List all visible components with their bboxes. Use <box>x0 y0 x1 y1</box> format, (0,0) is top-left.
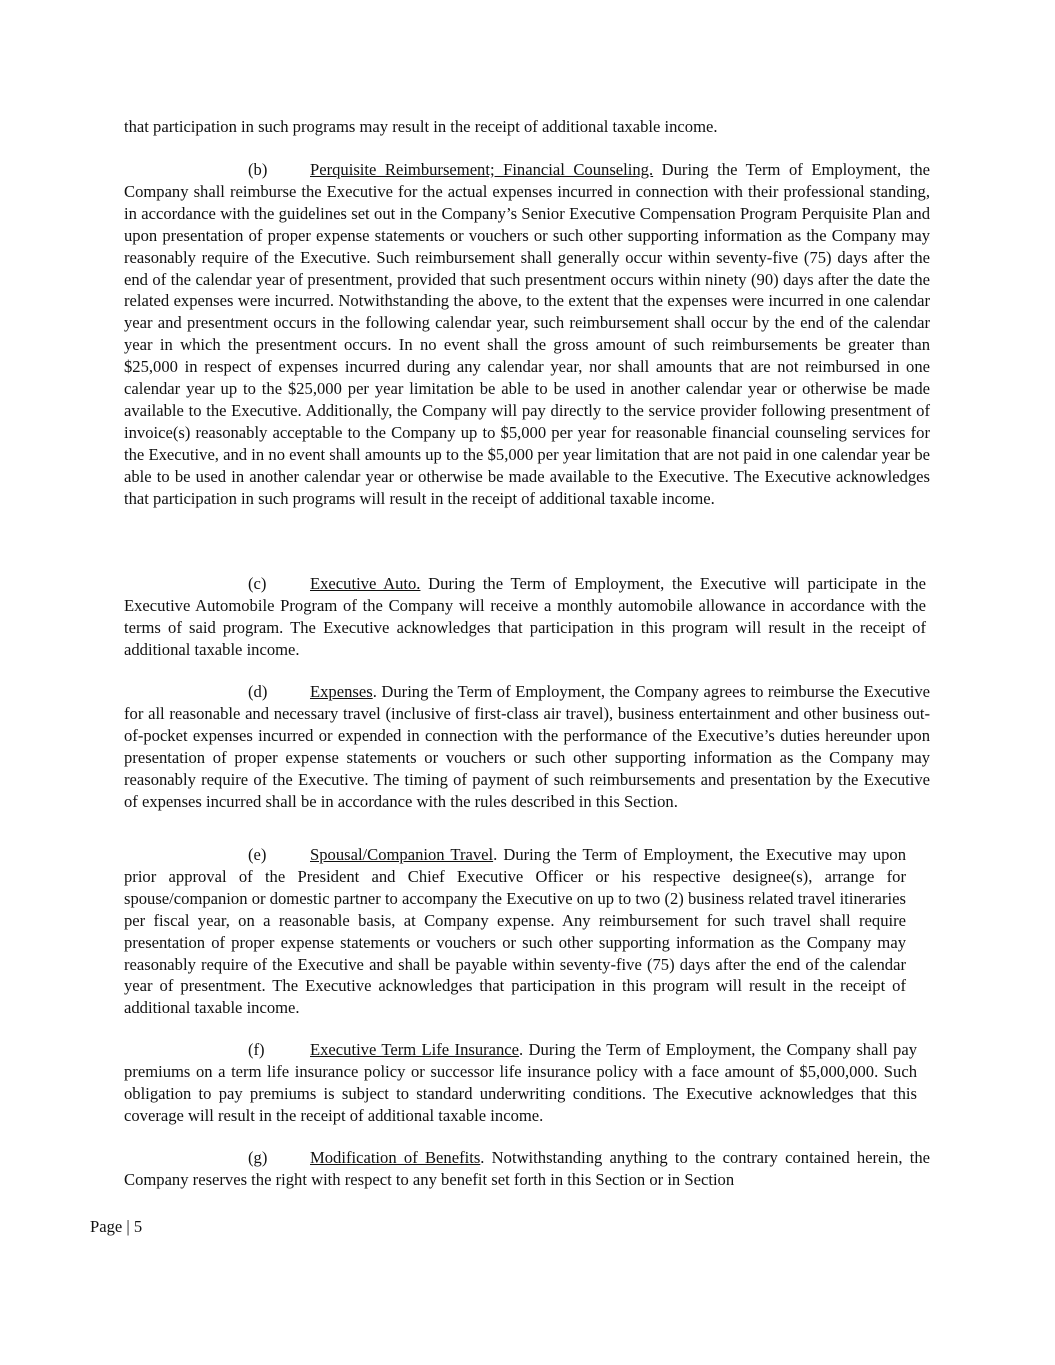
paragraph-d-number: (d) <box>248 682 268 701</box>
paragraph-g <box>124 1147 930 1191</box>
paragraph-g-heading: Modification of Benefits <box>310 1148 481 1167</box>
paragraph-d <box>124 681 930 812</box>
paragraph-d-body: . During the Term of Employment, the Company agrees to reimburse the Executive for all reasonable and necessary travel (inclusive of first-class air travel), business entertainment and other business out-of-pocket expenses incurred or expended in connection with the performance of the Executive’s duties hereunder upon presentation of proper expense statements or vouchers or such other supporting information as the Company may reasonably require of the Executive. The timing of payment of such reimbursements and presentation by the Executive of expenses incurred shall be in accordance with the rules described in this Section. <box>124 682 930 811</box>
paragraph-b-body: During the Term of Employment, the Company shall reimburse the Executive for the actual expenses incurred in connection with their professional standing, in accordance with the guidelines set out in the Company’s Senior Executive Compensation Program Perquisite Plan and upon presentation of proper expense statements or vouchers or such other supporting information as the Company may reasonably require of the Executive. Such reimbursement shall generally occur within seventy-five (75) days after the end of the calendar year of presentment, provided that such presentment occurs within ninety (90) days after the date the related expenses were incurred. Notwithstanding the above, to the extent that the expenses were incurred in one calendar year and presentment occurs in the following calendar year, such reimbursement shall occur by the end of the calendar year in which the presentment occurs. In no event shall the gross amount of such reimbursements be greater than $25,000 in respect of expenses incurred during any calendar year, nor shall amounts that are not reimbursed in one calendar year up to the $25,000 per year limitation be able to be used in another calendar year or otherwise be made available to the Executive. Additionally, the Company will pay directly to the service provider following presentment of invoice(s) reasonably acceptable to the Company up to $5,000 per year for reasonable financial counseling services for the Executive, and in no event shall amounts up to the $5,000 per year limitation that are not paid in one calendar year be able to be used in another calendar year or otherwise be made available to the Executive. The Executive acknowledges that participation in such programs will result in the receipt of additional taxable income. <box>124 160 930 508</box>
lead-line: that participation in such programs may result in the receipt of additional taxable income. <box>124 117 718 136</box>
paragraph-c <box>124 573 926 661</box>
paragraph-f-heading: Executive Term Life Insurance <box>310 1040 520 1059</box>
paragraph-e <box>124 844 906 1019</box>
paragraph-e-heading: Spousal/Companion Travel <box>310 845 494 864</box>
paragraph-e-body: . During the Term of Employment, the Executive may upon prior approval of the President and Chief Executive Officer or his respective designee(s), arrange for spouse/companion or domestic partner to accompany the Executive on up to two (2) business related travel itineraries per fiscal year, on a reasonable basis, at Company expense. Any reimbursement for such travel shall require presentation of proper expense statements or vouchers or such other supporting information as the Company may reasonably require of the Executive and shall be payable within seventy-five (75) days after the end of the calendar year of presentment. The Executive acknowledges that participation in this program will result in the receipt of additional taxable income. <box>124 845 906 1018</box>
paragraph-d-heading: Expenses <box>310 682 373 701</box>
paragraph-f-number: (f) <box>248 1040 265 1059</box>
paragraph-g-body: . Notwithstanding anything to the contrary contained herein, the Company reserves the right with respect to any benefit set forth in this Section or in Section <box>124 1148 931 1189</box>
paragraph-c-heading: Executive Auto. <box>310 574 421 593</box>
paragraph-f <box>124 1039 917 1127</box>
paragraph-c-number: (c) <box>248 574 267 593</box>
paragraph-f-body: . During the Term of Employment, the Company shall pay premiums on a term life insurance policy or successor life insurance policy with a face amount of $5,000,000. Such obligation to pay premiums is subject to standard underwriting conditions. The Executive acknowledges that this coverage will result in the receipt of additional taxable income. <box>124 1040 917 1125</box>
paragraph-b <box>124 159 930 510</box>
paragraph-b-number: (b) <box>248 160 268 179</box>
paragraph-c-body: During the Term of Employment, the Executive will participate in the Executive Automobile Program of the Company will receive a monthly automobile allowance in accordance with the terms of said program. The Executive acknowledges that participation in this program will result in the receipt of additional taxable income. <box>124 574 926 659</box>
paragraph-b-heading: Perquisite Reimbursement; Financial Counseling. <box>310 160 654 179</box>
paragraph-e-number: (e) <box>248 845 267 864</box>
page-number-footer: Page | 5 <box>90 1217 143 1236</box>
paragraph-g-number: (g) <box>248 1148 268 1167</box>
